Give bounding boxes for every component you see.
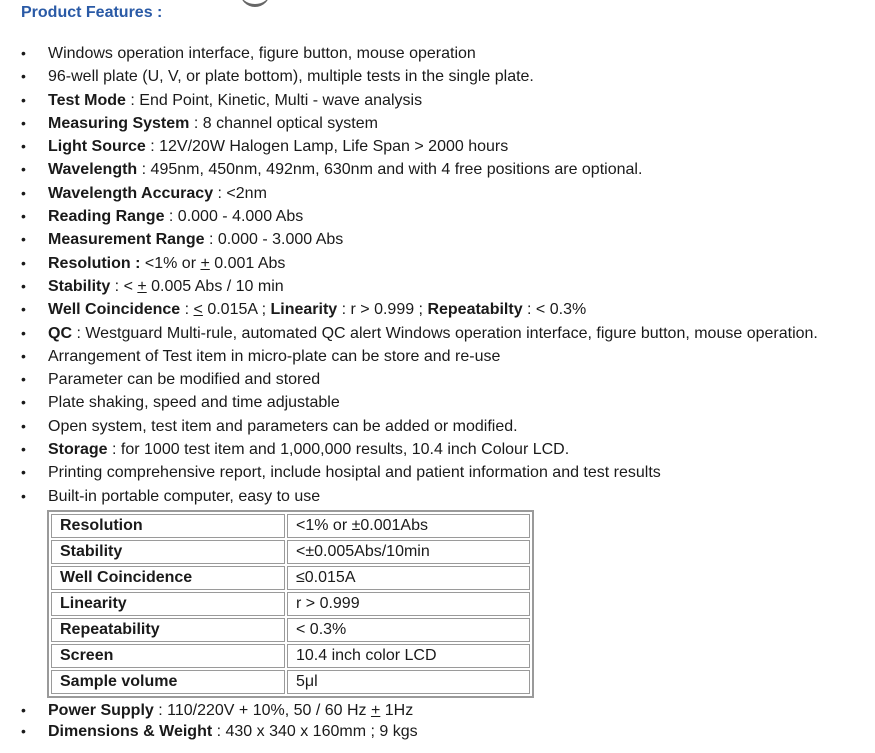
table-row (51, 592, 530, 616)
list-item (0, 345, 875, 368)
feature-label: Test Mode (48, 91, 126, 109)
section-heading: Product Features : (21, 4, 163, 21)
bullet-icon: • (21, 441, 26, 458)
list-item (0, 322, 875, 345)
feature-text: + (200, 254, 210, 272)
feature-label: Well Coincidence (48, 301, 181, 319)
feature-text: Printing comprehensive report, include hosiptal and patient information and test results (48, 464, 661, 482)
bullet-icon: • (21, 45, 26, 61)
feature-label: Power Supply (48, 702, 154, 719)
table-row (51, 566, 530, 590)
feature-label: Light Source (48, 138, 146, 156)
bullet-icon: • (21, 231, 26, 248)
list-item (0, 182, 875, 205)
list-item (0, 721, 875, 742)
feature-text: Parameter can be modified and stored (48, 371, 321, 389)
feature-text: : End Point, Kinetic, Multi - wave analysis (125, 91, 423, 109)
spec-value-cell: 10.4 inch color LCD (287, 644, 530, 668)
bullet-icon: • (21, 371, 26, 388)
bullet-icon: • (21, 702, 26, 718)
list-item (0, 438, 875, 461)
bullet-icon: • (21, 417, 26, 434)
bullet-icon: • (21, 68, 26, 85)
bullet-icon: • (21, 184, 26, 201)
feature-list (0, 42, 875, 508)
feature-text: + (137, 277, 147, 295)
spec-name-cell: Linearity (51, 592, 285, 616)
feature-label: Reading Range (48, 208, 165, 226)
feature-text: Built-in portable computer, easy to use (48, 487, 321, 505)
feature-text: <1% or (140, 254, 201, 272)
list-item (0, 112, 875, 135)
feature-text: : < 0.3% (522, 301, 587, 319)
feature-text: : 110/220V + 10%, 50 / 60 Hz (153, 702, 371, 719)
list-item (0, 415, 875, 438)
feature-label: Measuring System (48, 114, 190, 132)
spec-table (47, 510, 534, 698)
feature-text: 0.001 Abs (209, 254, 286, 272)
feature-text: Open system, test item and parameters can be added or modified. (48, 417, 518, 435)
spec-name-cell: Resolution (51, 514, 285, 538)
table-row (51, 514, 530, 538)
bullet-icon: • (21, 487, 26, 504)
spec-name-cell: Well Coincidence (51, 566, 285, 590)
bullet-icon: • (21, 208, 26, 225)
spec-name-cell: Stability (51, 540, 285, 564)
feature-text: : < (110, 277, 138, 295)
spec-value-cell: <1% or ±0.001Abs (287, 514, 530, 538)
list-item (0, 42, 875, 65)
feature-text: : 8 channel optical system (189, 114, 378, 132)
feature-text: : (180, 301, 194, 319)
supply-dimension-list (0, 700, 875, 742)
bullet-icon: • (21, 324, 26, 341)
feature-text: Plate shaking, speed and time adjustable (48, 394, 340, 412)
spec-value-cell: r > 0.999 (287, 592, 530, 616)
bullet-icon: • (21, 301, 26, 318)
list-item (0, 275, 875, 298)
feature-text: 96-well plate (U, V, or plate bottom), multiple tests in the single plate. (48, 68, 534, 86)
bullet-icon: • (21, 254, 26, 271)
feature-text: 0.005 Abs / 10 min (146, 277, 284, 295)
feature-text: : 0.000 - 4.000 Abs (164, 208, 304, 226)
list-item (0, 252, 875, 275)
feature-label: Measurement Range (48, 231, 205, 249)
feature-text: : Westguard Multi-rule, automated QC alert Windows operation interface, figure button, mouse operation. (72, 324, 818, 342)
bullet-icon: • (21, 347, 26, 364)
table-row (51, 618, 530, 642)
spec-value-cell: ≤0.015A (287, 566, 530, 590)
list-item (0, 298, 875, 321)
table-row (51, 540, 530, 564)
bullet-icon: • (21, 114, 26, 131)
bullet-icon: • (21, 723, 26, 739)
list-item (0, 485, 875, 508)
list-item (0, 391, 875, 414)
list-item (0, 135, 875, 158)
spec-value-cell: <±0.005Abs/10min (287, 540, 530, 564)
bullet-icon: • (21, 161, 26, 178)
bullet-icon: • (21, 464, 26, 481)
feature-label: Resolution : (48, 254, 141, 272)
list-item (0, 228, 875, 251)
feature-text: : 12V/20W Halogen Lamp, Life Span > 2000 hours (145, 138, 509, 156)
spec-name-cell: Repeatability (51, 618, 285, 642)
decorative-arc (240, 0, 270, 7)
spec-value-cell: 5μl (287, 670, 530, 694)
feature-label: QC (48, 324, 72, 342)
feature-label: Wavelength (48, 161, 138, 179)
list-item (0, 461, 875, 484)
feature-label: Repeatabilty (427, 301, 523, 319)
spec-value-cell: < 0.3% (287, 618, 530, 642)
list-item (0, 65, 875, 88)
bullet-icon: • (21, 138, 26, 155)
list-item (0, 89, 875, 112)
bullet-icon: • (21, 277, 26, 294)
bullet-icon: • (21, 394, 26, 411)
table-row (51, 670, 530, 694)
bullet-icon: • (21, 91, 26, 108)
table-row (51, 644, 530, 668)
feature-text: : for 1000 test item and 1,000,000 results, 10.4 inch Colour LCD. (107, 441, 570, 459)
feature-text: : <2nm (213, 184, 267, 202)
feature-text: : 430 x 340 x 160mm ; 9 kgs (212, 723, 418, 740)
feature-text: + (370, 702, 381, 719)
feature-label: Wavelength Accuracy (48, 184, 214, 202)
feature-text: < (193, 301, 203, 319)
list-item (0, 158, 875, 181)
feature-text: Windows operation interface, figure button, mouse operation (48, 45, 476, 62)
feature-text: : r > 0.999 ; (337, 301, 428, 319)
spec-name-cell: Screen (51, 644, 285, 668)
feature-label: Dimensions & Weight (48, 723, 213, 740)
feature-text: : 495nm, 450nm, 492nm, 630nm and with 4 free positions are optional. (137, 161, 643, 179)
list-item (0, 205, 875, 228)
list-item (0, 700, 875, 721)
feature-text: Arrangement of Test item in micro-plate can be store and re-use (48, 347, 501, 365)
feature-text: : 0.000 - 3.000 Abs (204, 231, 344, 249)
feature-label: Storage (48, 441, 108, 459)
feature-label: Linearity (270, 301, 338, 319)
feature-label: Stability (48, 277, 111, 295)
spec-name-cell: Sample volume (51, 670, 285, 694)
feature-text: 0.015A ; (202, 301, 271, 319)
feature-text: 1Hz (380, 702, 414, 719)
list-item (0, 368, 875, 391)
